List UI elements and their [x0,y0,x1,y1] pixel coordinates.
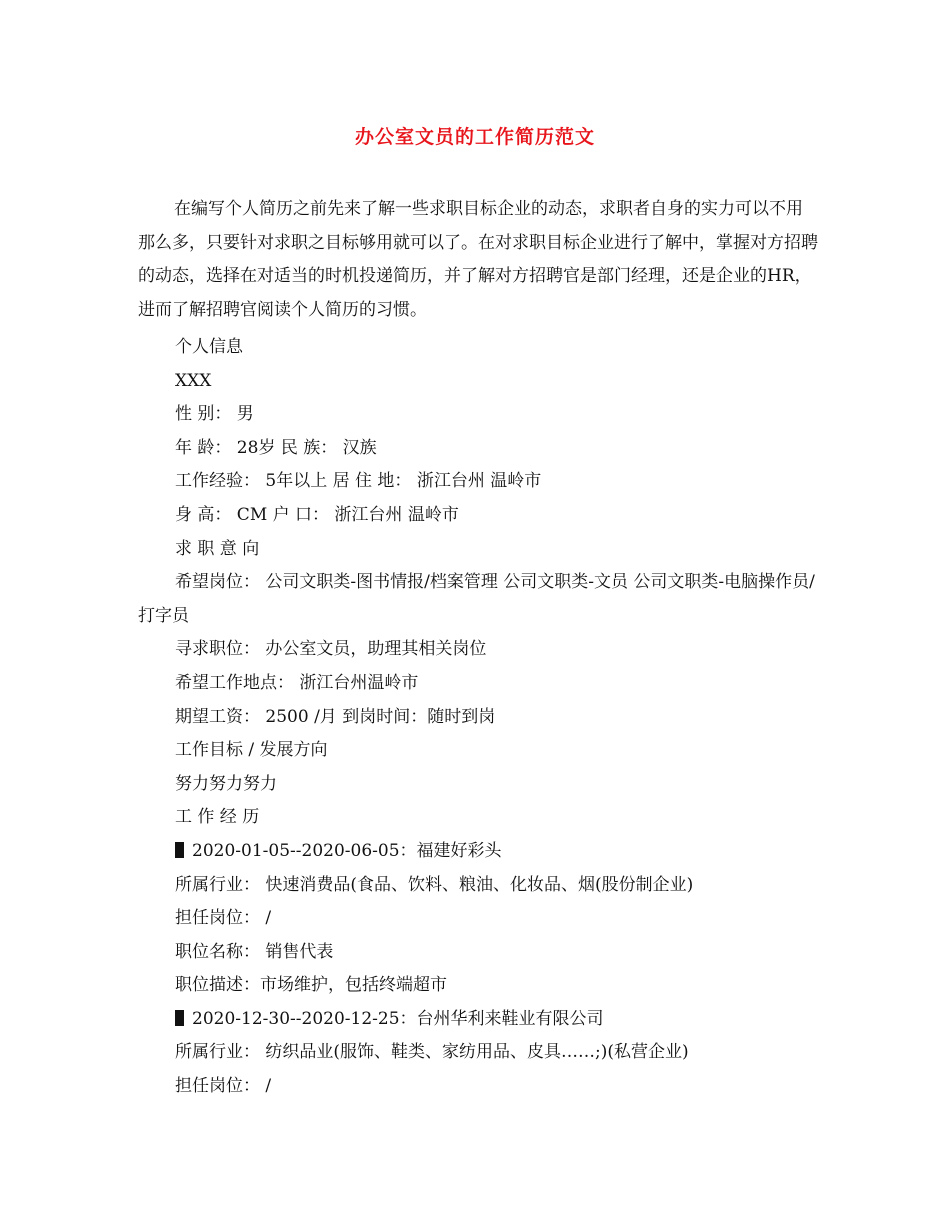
bullet-block-icon [175,842,184,858]
bullet-block-icon [175,1010,184,1026]
desired-location-line: 希望工作地点： 浙江台州温岭市 [175,672,419,693]
job-entry-1-post: 担任岗位： / [175,908,272,929]
desired-positions-line: 希望岗位： 公司文职类-图书情报/档案管理 公司文职类-文员 公司文职类-电脑操作员/打字员 [138,572,815,626]
name-value: XXX [175,370,212,391]
sought-position-line: 寻求职位： 办公室文员，助理其相关岗位 [175,639,487,660]
salary-availability-line: 期望工资： 2500 /月 到岗时间：随时到岗 [175,706,496,727]
age-ethnicity-line: 年 龄： 28岁 民 族： 汉族 [175,437,377,458]
goal-text: 努力努力努力 [175,773,277,794]
experience-residence-line: 工作经验： 5年以上 居 住 地： 浙江台州 温岭市 [175,471,542,492]
job-entry-1-header [138,835,828,869]
job-entry-2-header [138,1003,828,1037]
document-title: 办公室文员的工作简历范文 [354,126,595,148]
section-heading-work-experience: 工 作 经 历 [175,807,260,828]
section-heading-goals: 工作目标 / 发展方向 [175,740,328,761]
section-heading-job-intention: 求 职 意 向 [175,538,260,559]
job-entry-1-description: 职位描述：市场维护，包括终端超市 [175,975,447,996]
resume-body [138,331,828,1104]
job-entry-2-title: 2020-12-30--2020-12-25：台州华利来鞋业有限公司 [192,1008,604,1029]
intro-paragraph: 在编写个人简历之前先来了解一些求职目标企业的动态，求职者自身的实力可以不用那么多，只要针对求职之目标够用就可以了。在对求职目标企业进行了解中，掌握对方招聘的动态，选择在对适当的时机投递简历，并了解对方招聘官是部门经理，还是企业的HR，进而了解招聘官阅读个人简历的习惯。 [138,199,818,320]
section-heading-personal-info: 个人信息 [175,337,243,357]
job-entry-1-industry: 所属行业： 快速消费品(食品、饮料、粮油、化妆品、烟(股份制企业) [175,874,694,895]
job-entry-1-position-name: 职位名称： 销售代表 [175,941,334,962]
gender-line: 性 别： 男 [175,404,254,425]
job-entry-2-post: 担任岗位： / [175,1076,272,1097]
job-entry-2-industry: 所属行业： 纺织品业(服饰、鞋类、家纺用品、皮具……;)(私营企业) [175,1042,689,1063]
job-entry-1-title: 2020-01-05--2020-06-05：福建好彩头 [192,840,502,861]
height-hukou-line: 身 高： CM 户 口： 浙江台州 温岭市 [175,504,459,525]
